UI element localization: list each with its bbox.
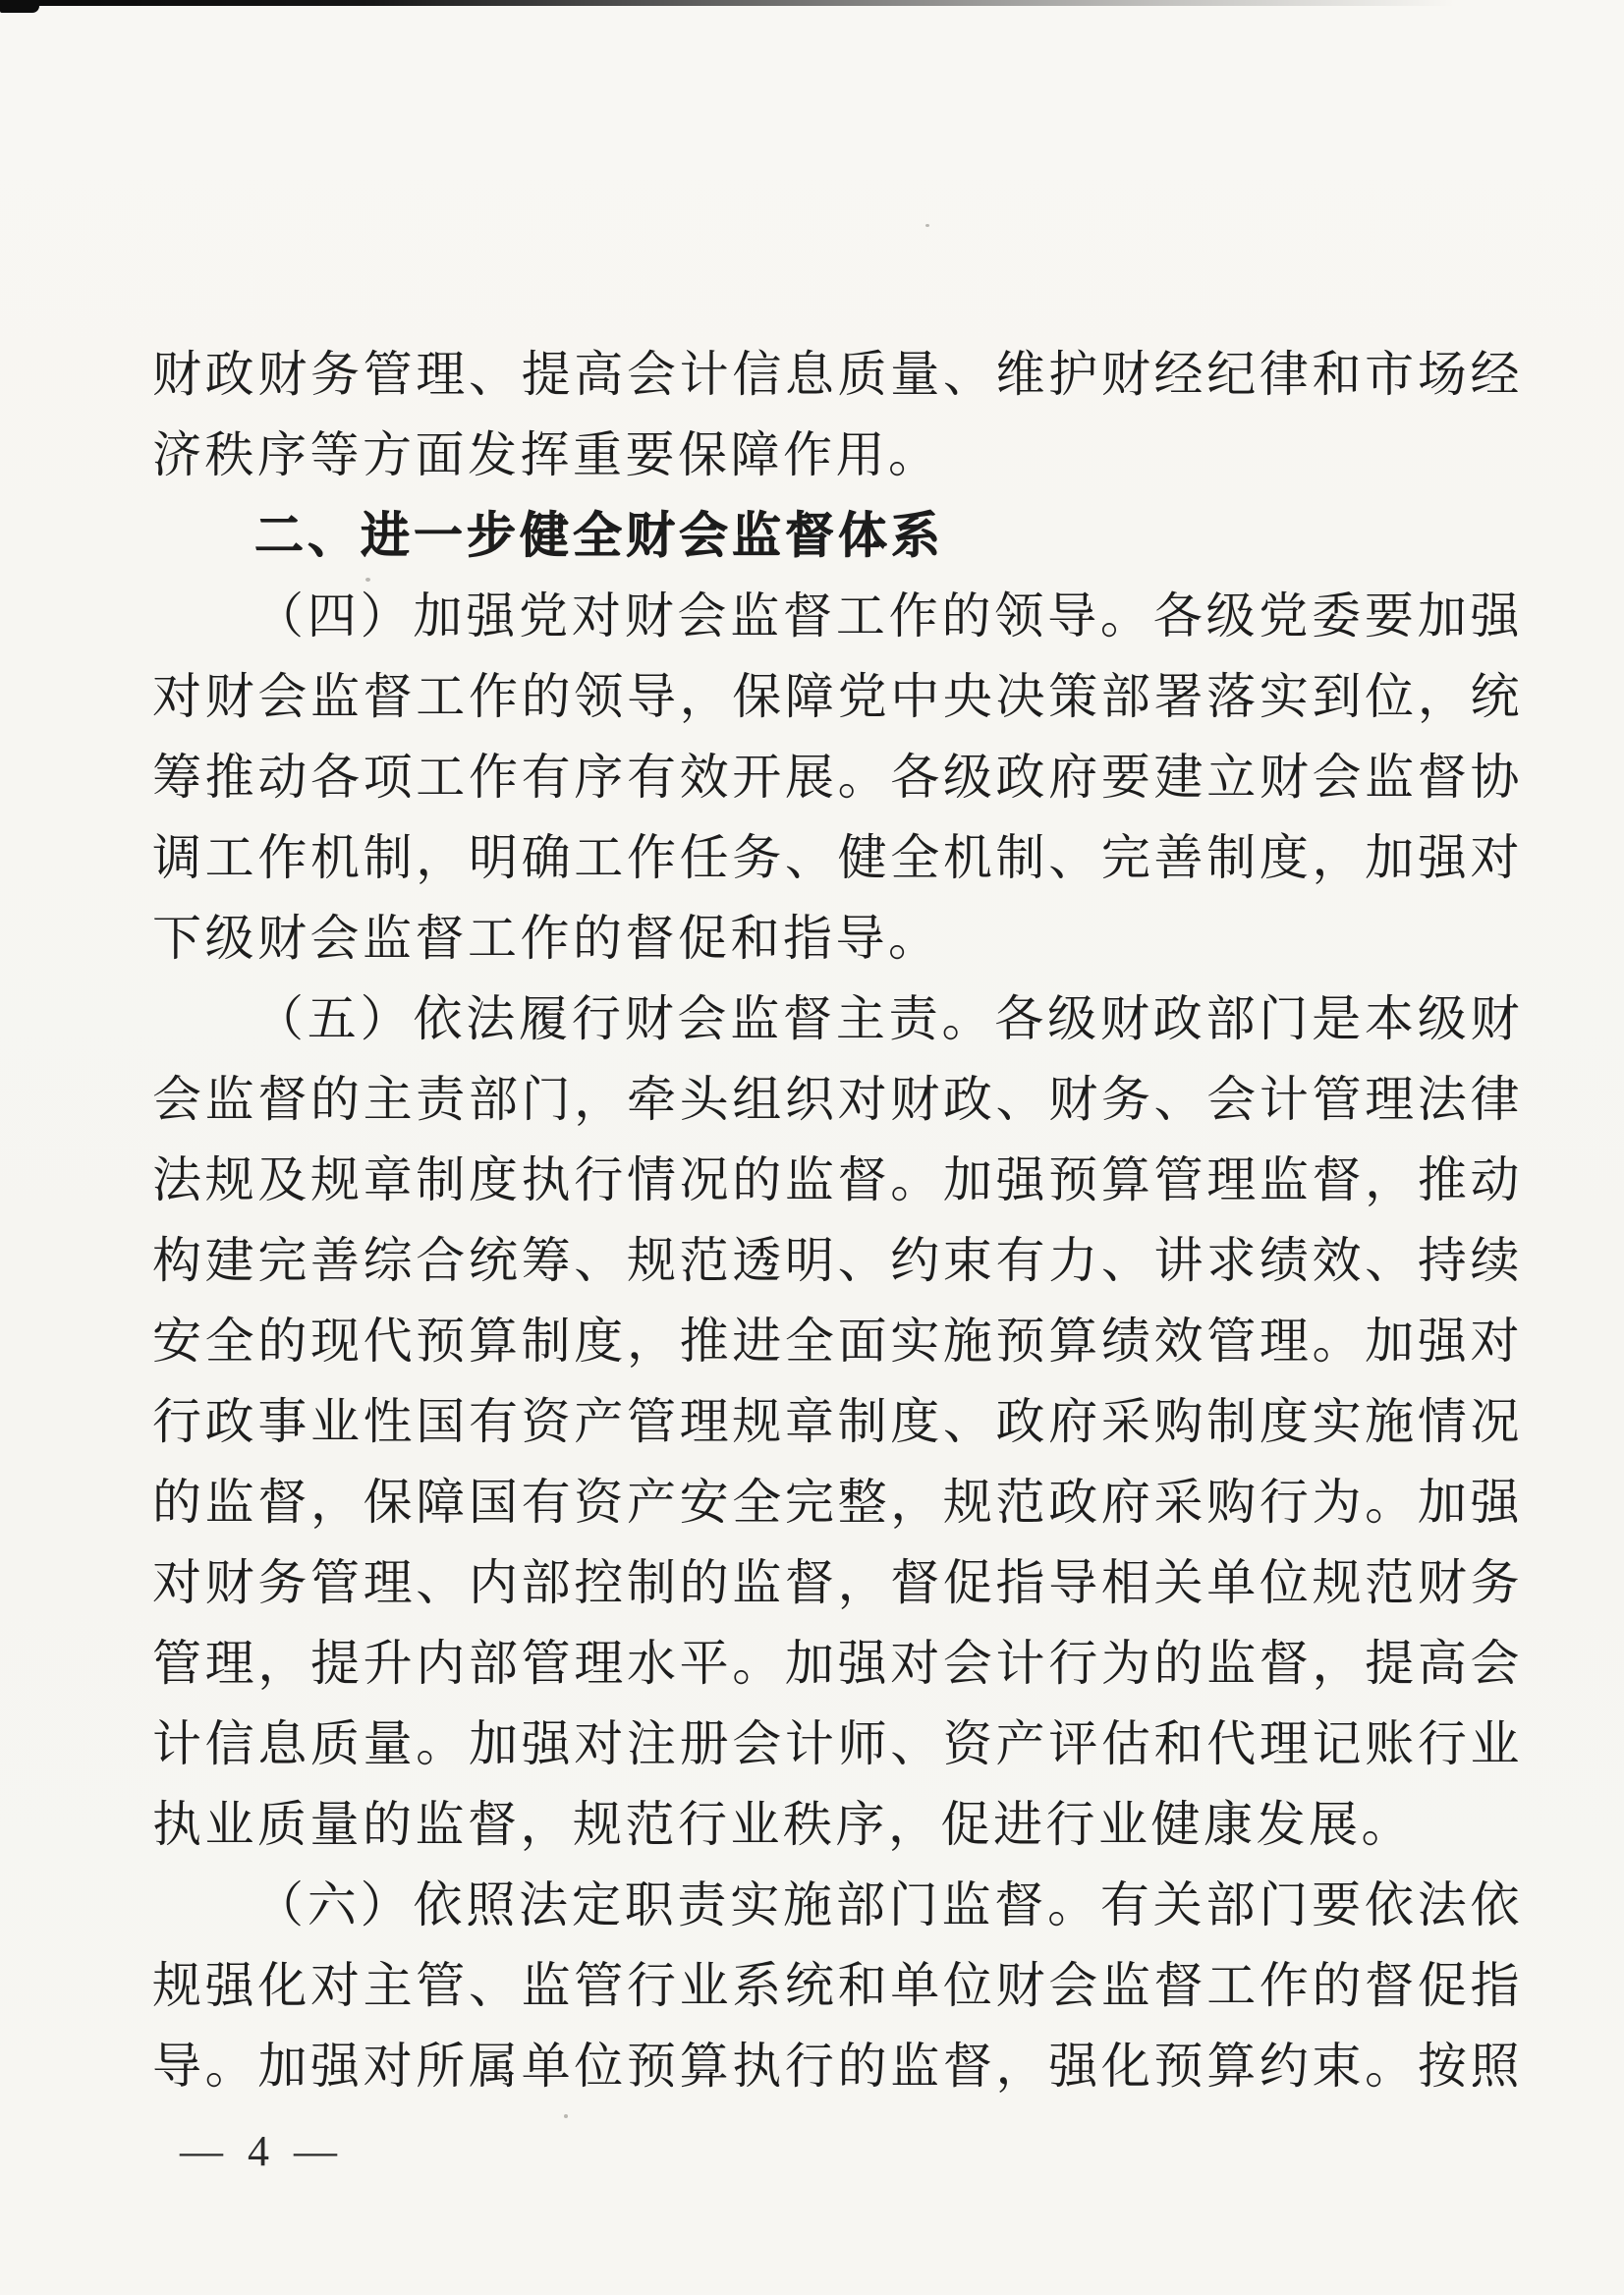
text-line: [152, 1462, 1523, 1542]
line-text: 各级党委要加强: [1152, 588, 1524, 644]
text-line: [152, 656, 1523, 737]
document-body: [152, 334, 1523, 2106]
text-line: [152, 979, 1523, 1059]
line-text: 安全的现代预算制度，推进全面实施预算绩效管理。加强对: [152, 1314, 1523, 1369]
text-line: [152, 576, 1523, 656]
text-line: [152, 1140, 1523, 1220]
line-text: 下级财会监督工作的督促和指导。: [152, 911, 941, 966]
line-text: 会监督的主责部门，牵头组织对财政、财务、会计管理法律: [152, 1072, 1523, 1127]
scan-artifact-corner-mark: [0, 0, 39, 13]
scan-artifact-top-edge: [0, 0, 1454, 6]
text-line: [152, 415, 1523, 495]
text-line: [152, 898, 1523, 979]
line-text: 法规及规章制度执行情况的监督。加强预算管理监督，推动: [152, 1152, 1523, 1207]
line-text: 导。加强对所属单位预算执行的监督，强化预算约束。按照: [152, 2039, 1523, 2094]
text-line: [152, 1784, 1523, 1865]
line-text: 的监督，保障国有资产安全完整，规范政府采购行为。加强: [152, 1475, 1523, 1530]
line-text: 各级财政部门是本级财: [994, 991, 1524, 1046]
text-line: [152, 1623, 1523, 1704]
page-number: — 4 —: [180, 2127, 344, 2175]
line-text: 构建完善综合统筹、规范透明、约束有力、讲求绩效、持续: [152, 1233, 1523, 1288]
text-line: [152, 1059, 1523, 1140]
text-line: [152, 1945, 1523, 2026]
line-text: 筹推动各项工作有序有效开展。各级政府要建立财会监督协: [152, 750, 1523, 805]
line-text: 有关部门要依法依: [1099, 1877, 1524, 1932]
text-line: [152, 1381, 1523, 1462]
line-text: 财政财务管理、提高会计信息质量、维护财经纪律和市场经: [152, 347, 1523, 402]
line-text: 规强化对主管、监管行业系统和单位财会监督工作的督促指: [152, 1958, 1523, 2013]
text-line: [152, 334, 1523, 415]
line-text: 行政事业性国有资产管理规章制度、政府采购制度实施情况: [152, 1394, 1523, 1449]
paragraph-lead: （五）依法履行财会监督主责。: [254, 991, 995, 1046]
text-line: [152, 1865, 1523, 1945]
line-text: 对财务管理、内部控制的监督，督促指导相关单位规范财务: [152, 1555, 1523, 1610]
paragraph-lead: （六）依照法定职责实施部门监督。: [254, 1877, 1100, 1932]
line-text: 执业质量的监督，规范行业秩序，促进行业健康发展。: [152, 1797, 1414, 1852]
line-text: 调工作机制，明确工作任务、健全机制、完善制度，加强对: [152, 830, 1523, 885]
line-text: 济秩序等方面发挥重要保障作用。: [152, 427, 941, 482]
scan-speck: [925, 224, 929, 227]
text-line: [152, 1220, 1523, 1301]
section-heading-text: 二、进一步健全财会监督体系: [254, 508, 944, 563]
paragraph-lead: （四）加强党对财会监督工作的领导。: [254, 588, 1153, 644]
text-line: [152, 1301, 1523, 1381]
line-text: 对财会监督工作的领导，保障党中央决策部署落实到位，统: [152, 669, 1523, 724]
section-heading: [152, 495, 1523, 576]
text-line: [152, 2026, 1523, 2106]
text-line: [152, 1704, 1523, 1784]
text-line: [152, 737, 1523, 817]
line-text: 计信息质量。加强对注册会计师、资产评估和代理记账行业: [152, 1716, 1523, 1771]
text-line: [152, 1542, 1523, 1623]
text-line: [152, 817, 1523, 898]
line-text: 管理，提升内部管理水平。加强对会计行为的监督，提高会: [152, 1636, 1523, 1691]
scan-speck: [564, 2114, 568, 2118]
